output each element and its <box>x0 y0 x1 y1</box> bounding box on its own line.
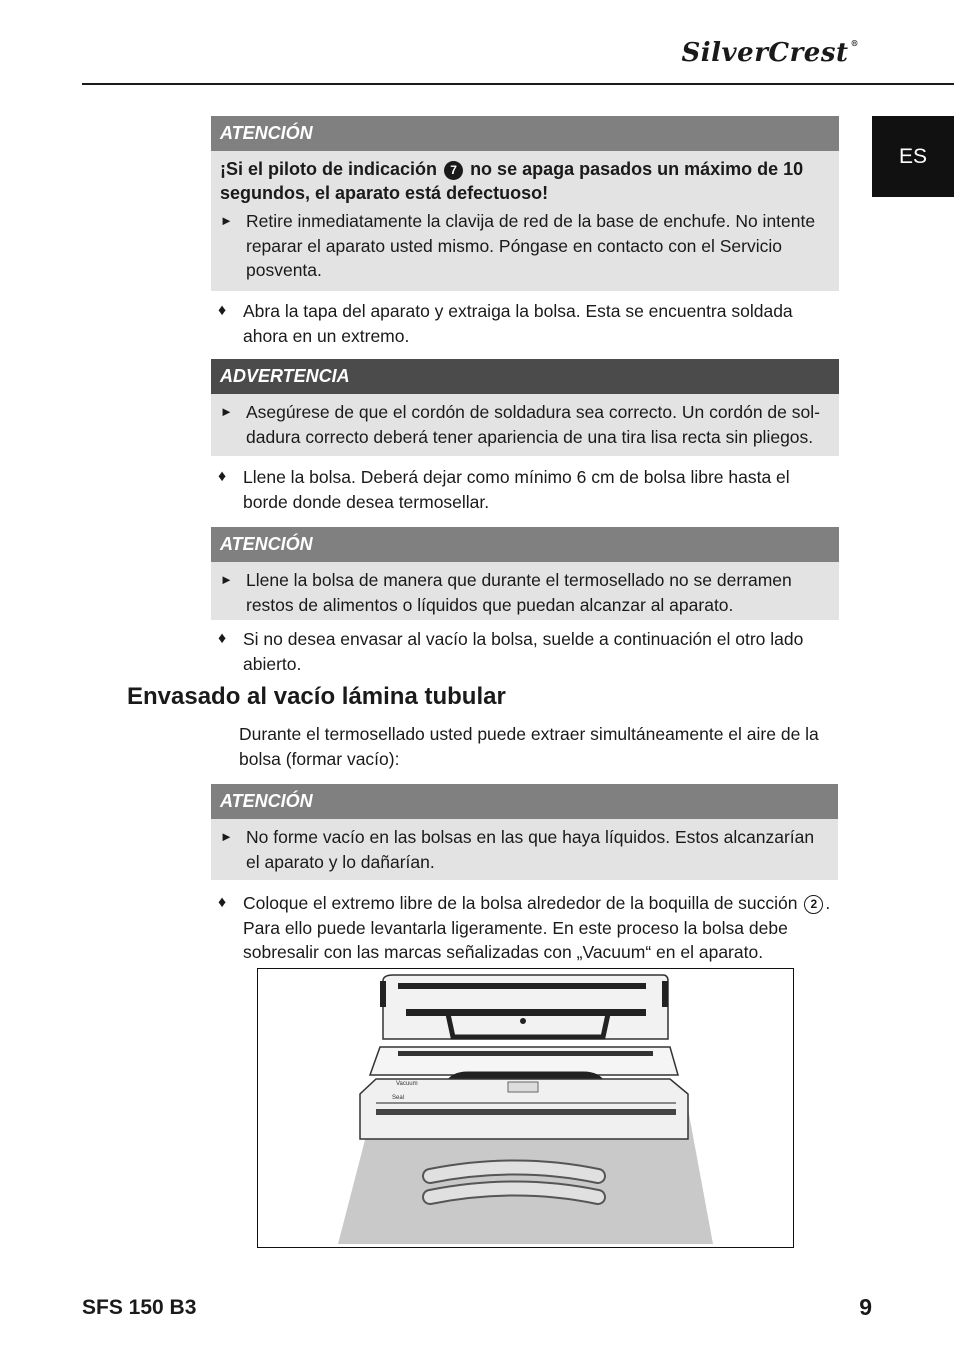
section-intro: Durante el termosellado usted puede extraer simultáneamente el aire de la bolsa (formar vacío): <box>239 724 819 769</box>
nozzle-number-icon: 2 <box>804 895 823 914</box>
lid-right-hinge <box>662 981 668 1007</box>
arrow-icon: ► <box>220 829 233 844</box>
box-instruction: ► No forme vacío en las bolsas en las que haya líquidos. Estos alcanzarían el aparato y lo dañarían. <box>220 827 815 872</box>
language-tab: ES <box>872 116 954 197</box>
attention-box-2 <box>211 527 839 620</box>
box-strong-text: ¡Si el piloto de indicación 7 no se apaga pasados un máximo de 10 segundos, el aparato está defectuoso! <box>220 159 804 203</box>
bullet-item: ♦ Llene la bolsa. Deberá dejar como mínimo 6 cm de bolsa libre hasta el borde donde desea termosellar. <box>218 467 790 512</box>
box-heading: ADVERTENCIA <box>211 359 839 394</box>
box-heading: ATENCIÓN <box>211 784 838 819</box>
bullet-item: ♦ Coloque el extremo libre de la bolsa alrededor de la boquilla de succión 2 . Para ello puede levantarla ligeramente. En este proceso la bolsa debe sobresalir con las marcas señalizadas con „Vacuum“ en el aparato. <box>218 893 831 962</box>
box-instruction: ► Llene la bolsa de manera que durante el termosellado no se derramen restos de alimentos o líquidos que puedan alcanzar al aparato. <box>220 570 792 615</box>
vacuum-sealer-illustration <box>257 968 794 1248</box>
brand-logo: SilverCrest ® <box>681 38 859 68</box>
warning-box <box>211 359 839 456</box>
sealer-drawing <box>258 969 793 1247</box>
lid-pin <box>520 1018 526 1024</box>
arrow-icon: ► <box>220 213 233 228</box>
vacuum-label: Vacuum <box>396 1081 418 1087</box>
footer-model: SFS 150 B3 <box>82 1296 197 1319</box>
body-strip <box>398 1051 653 1056</box>
diamond-icon: ♦ <box>218 894 227 911</box>
diamond-icon: ♦ <box>218 630 227 647</box>
seal-bar-edge <box>376 1102 676 1104</box>
attention-box-3 <box>211 784 838 880</box>
suction-nozzle <box>508 1082 538 1092</box>
box-instruction: ► Retire inmediatamente la clavija de red de la base de enchufe. No intente reparar el aparato usted mismo. Póngase en contacto con el Servicio posventa. <box>220 211 816 280</box>
box-heading: ATENCIÓN <box>211 116 839 151</box>
seal-label: Seal <box>392 1095 405 1101</box>
attention-box-1 <box>211 116 839 291</box>
bullet-item: ♦ Abra la tapa del aparato y extraiga la bolsa. Esta se encuentra soldada ahora en un extremo. <box>218 301 793 346</box>
arrow-icon: ► <box>220 404 233 419</box>
bullet-item: ♦ Si no desea envasar al vacío la bolsa, suelde a continuación el otro lado abierto. <box>218 629 804 674</box>
lid-left-hinge <box>380 981 386 1007</box>
arrow-icon: ► <box>220 572 233 587</box>
diamond-icon: ♦ <box>218 468 227 485</box>
diamond-icon: ♦ <box>218 302 227 319</box>
page-number: 9 <box>859 1294 872 1320</box>
header-rule <box>82 83 954 85</box>
section-body <box>218 722 839 965</box>
section-title: Envasado al vacío lámina tubular <box>127 683 506 710</box>
box-heading: ATENCIÓN <box>211 527 839 562</box>
seal-bar <box>376 1109 676 1115</box>
indicator-number-icon: 7 <box>444 161 463 180</box>
lid-top-strip <box>398 983 646 989</box>
box-instruction: ► Asegúrese de que el cordón de soldadura sea correcto. Un cordón de soldadura correcto deberá tener apariencia de una tira lisa recta sin pliegos. <box>220 402 820 447</box>
main-content <box>211 116 839 676</box>
